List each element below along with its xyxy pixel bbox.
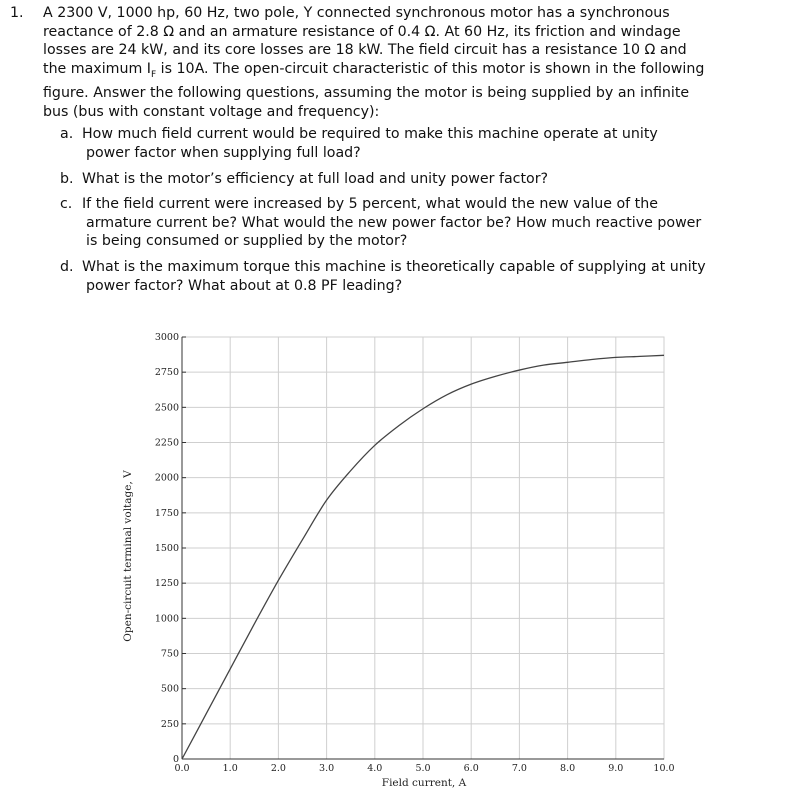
sub-question-c [60, 195, 802, 251]
x-tick-label: 5.0 [415, 763, 431, 774]
question-line: bus (bus with constant voltage and frequency): [43, 103, 380, 120]
y-axis-label: Open-circuit terminal voltage, V [122, 470, 134, 642]
x-tick-label: 2.0 [270, 763, 286, 774]
sub-question-text [82, 195, 802, 251]
x-tick-label: 10.0 [653, 763, 675, 774]
y-tick-label: 1250 [154, 578, 179, 590]
sub-question-b [60, 170, 802, 189]
y-tick-label: 2500 [154, 402, 179, 414]
y-tick-label: 2000 [154, 472, 179, 484]
y-tick-label: 500 [160, 683, 179, 695]
x-tick-label: 4.0 [367, 763, 383, 774]
question-line: losses are 24 kW, and its core losses are 18 kW. The field circuit has a resistance 10 Ω and [43, 42, 687, 59]
question-line [43, 60, 802, 84]
x-tick-label: 8.0 [560, 763, 576, 774]
sub-question-list [60, 125, 802, 295]
grid-layer [182, 337, 664, 759]
x-tick-label: 7.0 [511, 763, 527, 774]
sub-question-line: How much field current would be required to make this machine operate at unity [82, 126, 658, 143]
max-field-current-symbol: the maximum I [43, 60, 151, 77]
y-tick-label: 1750 [154, 507, 179, 519]
x-tick-label: 1.0 [222, 763, 238, 774]
max-field-current-rest: is 10A. The open-circuit characteristic of this motor is shown in the following [156, 60, 705, 77]
sub-question-letter: d. [60, 258, 74, 275]
sub-question-letter: b. [60, 170, 74, 187]
sub-question-text [82, 125, 802, 162]
y-tick-label: 250 [160, 718, 179, 730]
x-tick-label: 6.0 [463, 763, 479, 774]
sub-question-letter: c. [60, 196, 73, 213]
question-text [43, 4, 802, 121]
field-subscript: F [150, 69, 157, 80]
sub-question-line: If the field current were increased by 5 percent, what would the new value of the [82, 196, 658, 213]
y-tick-label: 2250 [154, 437, 179, 449]
sub-question-text [82, 170, 802, 189]
sub-question-letter: a. [60, 126, 74, 143]
y-tick-label: 3000 [154, 332, 179, 343]
axis-layer [182, 337, 664, 759]
question-line: reactance of 2.8 Ω and an armature resistance of 0.4 Ω. At 60 Hz, its friction and windage [43, 23, 681, 40]
sub-question-line: power factor when supplying full load? [86, 144, 361, 161]
problem-statement [10, 4, 802, 302]
x-axis-label: Field current, A [381, 777, 467, 789]
y-tick-label: 750 [160, 648, 179, 660]
sub-question-line: power factor? What about at 0.8 PF leading? [86, 277, 403, 294]
y-tick-label: 2750 [154, 367, 179, 379]
sub-question-a [60, 125, 802, 162]
question-line: A 2300 V, 1000 hp, 60 Hz, two pole, Y connected synchronous motor has a synchronous [43, 5, 670, 21]
sub-question-text [82, 258, 802, 295]
occ-curve-line [182, 355, 664, 759]
tick-label-layer [155, 332, 675, 774]
question-number: 1. [10, 5, 24, 21]
sub-question-line: What is the maximum torque this machine is theoretically capable of supplying at unity [82, 258, 706, 275]
sub-question-line: armature current be? What would the new power factor be? How much reactive power [86, 214, 702, 231]
x-tick-label: 3.0 [319, 763, 335, 774]
curve-layer [182, 355, 664, 759]
sub-question-line: What is the motor’s efficiency at full load and unity power factor? [82, 170, 549, 187]
question-line: figure. Answer the following questions, assuming the motor is being supplied by an infinite [43, 85, 690, 102]
y-tick-label: 0 [172, 754, 179, 765]
y-tick-label: 1500 [154, 543, 179, 554]
x-tick-label: 9.0 [608, 763, 624, 774]
question-main [10, 4, 802, 121]
sub-question-line: is being consumed or supplied by the motor? [86, 233, 408, 250]
y-tick-label: 1000 [154, 613, 179, 625]
plot-area [182, 337, 664, 759]
sub-question-d [60, 258, 802, 295]
x-tick-label: 0.0 [174, 763, 190, 774]
